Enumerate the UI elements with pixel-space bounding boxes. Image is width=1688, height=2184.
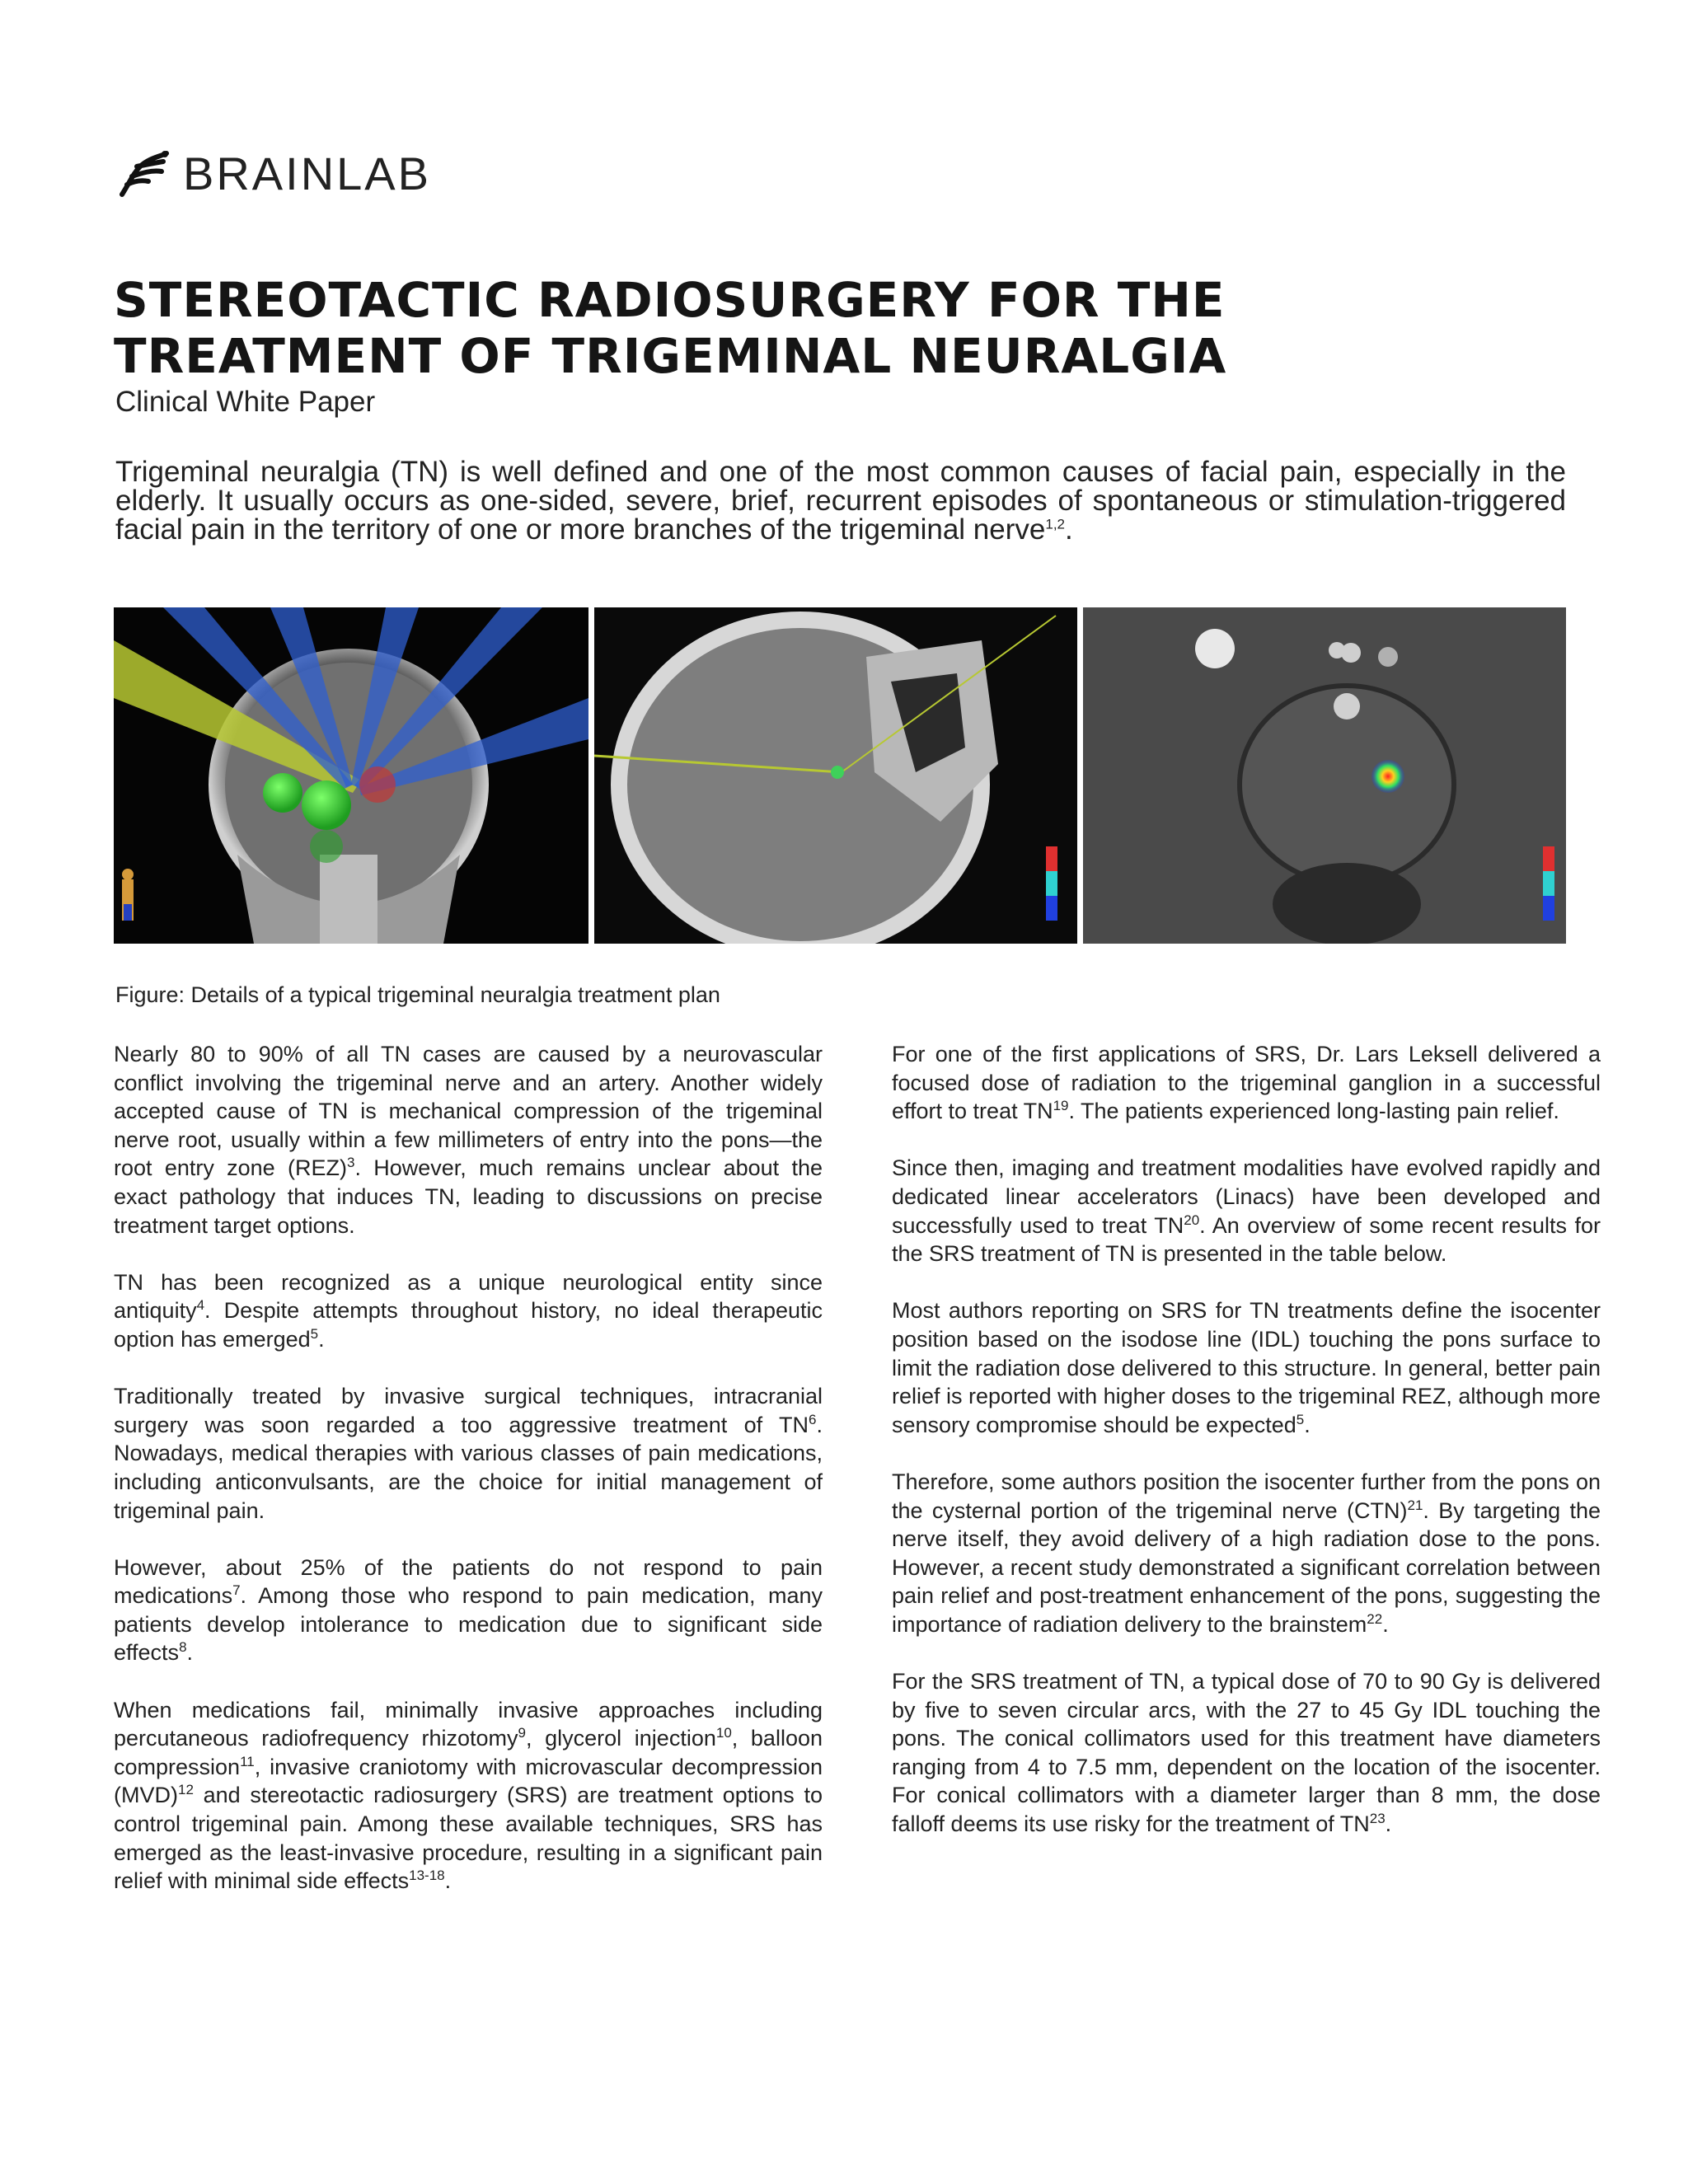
paragraph-text: . Among those who respond to pain medication, many patients develop intolerance to medication due to significant side effects	[114, 1583, 823, 1666]
paragraph-text: , invasive craniotomy with microvascular decompression (MVD)	[114, 1754, 823, 1808]
paragraph-text: .	[444, 1868, 452, 1894]
paragraph-text: .	[318, 1326, 325, 1352]
paragraph-text: and stereotactic radiosurgery (SRS) are treatment options to control trigeminal pain. Among these available techniques, SRS has emerged as the least-invasive procedure, resulting in a significant pain relief with minimal side effects	[114, 1783, 823, 1894]
body-paragraph	[114, 1554, 823, 1667]
treatment-plan-figure	[114, 607, 1566, 944]
intro-paragraph: Trigeminal neuralgia (TN) is well defined and one of the most common causes of facial pain, especially in the elderly. It usually occurs as one-sided, severe, brief, recurrent episodes of spontaneous or stimulation-triggered facial pain in the territory of one or more branches of the trigeminal nerve$^{1,2}$.	[115, 456, 1566, 546]
reference-superscript: 12	[177, 1782, 194, 1798]
paragraph-text: . The patients experienced long-lasting pain relief.	[1068, 1099, 1559, 1124]
reference-superscript: 10	[715, 1725, 732, 1741]
paragraph-text: .	[1304, 1412, 1311, 1437]
body-paragraph	[892, 1154, 1601, 1268]
paragraph-text: Therefore, some authors position the isocenter further from the pons on the cysternal portion of the trigeminal nerve (CTN)	[892, 1469, 1601, 1523]
paragraph-text: . Despite attempts throughout history, no ideal therapeutic option has emerged	[114, 1298, 823, 1352]
title-line-1: STEREOTACTIC RADIOSURGERY FOR THE	[114, 272, 1226, 328]
paragraph-text: Nearly 80 to 90% of all TN cases are caused by a neurovascular conflict involving the trigeminal nerve and an artery. Another widely accepted cause of TN is mechanical compression of the trigeminal nerve root, usually within a few millimeters of entry into the pons—the root entry zone (REZ)	[114, 1042, 823, 1181]
paragraph-text: For the SRS treatment of TN, a typical dose of 70 to 90 Gy is delivered by five to seven circular arcs, with the 27 to 45 Gy IDL touching the pons. The conical collimators used for this treatment have diameters ranging from 4 to 7.5 mm, dependent on the location of the isocenter. For conical collimators with a diameter larger than 8 mm, the dose falloff deems its use risky for the treatment of TN	[892, 1669, 1601, 1837]
reference-superscript: 5	[310, 1325, 319, 1342]
title-line-2: TREATMENT OF TRIGEMINAL NEURALGIA	[114, 328, 1227, 384]
body-paragraph	[114, 1382, 823, 1525]
page-subtitle: Clinical White Paper	[115, 386, 376, 418]
paragraph-text: . An overview of some recent results for the SRS treatment of TN is presented in the table below.	[892, 1212, 1601, 1267]
reference-superscript: 5	[1296, 1411, 1305, 1427]
figure-panel-mr-dose	[1083, 607, 1566, 944]
paragraph-text: Traditionally treated by invasive surgical techniques, intracranial surgery was soon regarded a too aggressive treatment of TN	[114, 1384, 823, 1437]
reference-superscript: 19	[1053, 1098, 1069, 1114]
brainlab-mark-icon	[115, 148, 171, 198]
paragraph-text: . By targeting the nerve itself, they avoid delivery of a high radiation dose to the pons. However, a recent study demonstrated a significant correlation between pain relief and post-treatment enhancement of the pons, suggesting the importance of radiation delivery to the brainstem	[892, 1497, 1601, 1637]
reference-superscript: 22	[1367, 1610, 1383, 1627]
right-column	[892, 1040, 1601, 1867]
figure-panel-axial-ct	[594, 607, 1077, 944]
paragraph-text: TN has been recognized as a unique neurological entity since antiquity	[114, 1269, 823, 1324]
figure-caption: Figure: Details of a typical trigeminal neuralgia treatment plan	[115, 982, 720, 1007]
brainlab-logo-text: BRAINLAB	[183, 147, 431, 199]
reference-superscript: 6	[809, 1411, 817, 1427]
page-title	[114, 272, 1597, 384]
reference-superscript: 20	[1184, 1212, 1200, 1228]
body-paragraph	[114, 1696, 823, 1896]
brainlab-logo	[115, 148, 431, 198]
figure-panel-coronal	[114, 607, 588, 944]
paragraph-text: , balloon compression	[114, 1726, 823, 1779]
reference-superscript: 4	[196, 1297, 205, 1314]
body-paragraph	[114, 1268, 823, 1354]
reference-superscript: 7	[232, 1582, 241, 1599]
paragraph-text: , glycerol injection	[526, 1726, 716, 1751]
reference-superscript: 3	[346, 1155, 355, 1171]
body-paragraph	[892, 1667, 1601, 1839]
left-column	[114, 1040, 823, 1924]
paragraph-text: .	[1385, 1811, 1392, 1837]
paragraph-text: For one of the first applications of SRS, Dr. Lars Leksell delivered a focused dose of radiation to the trigeminal ganglion in a successful effort to treat TN	[892, 1042, 1601, 1124]
intro-text: Trigeminal neuralgia (TN) is well defined and one of the most common causes of facial pain, especially in the elderly. It usually occurs as one-sided, severe, brief, recurrent episodes of spontaneous or stimulation-triggered facial pain in the territory of one or more branches of the trigeminal nerve	[115, 456, 1566, 546]
reference-superscript: 21	[1407, 1497, 1423, 1513]
paragraph-text: However, about 25% of the patients do not respond to pain medications	[114, 1554, 823, 1609]
reference-superscript: 8	[179, 1639, 187, 1656]
paragraph-text: .	[186, 1640, 194, 1666]
paragraph-text: Most authors reporting on SRS for TN treatments define the isocenter position based on the isodose line (IDL) touching the pons surface to limit the radiation dose delivered to this structure. In general, better pain relief is reported with higher doses to the trigeminal REZ, although more sensory compromise should be expected	[892, 1298, 1601, 1437]
paragraph-text: When medications fail, minimally invasive approaches including percutaneous radiofrequency rhizotomy	[114, 1697, 823, 1751]
paragraph-text: Since then, imaging and treatment modalities have evolved rapidly and dedicated linear accelerators (Linacs) have been developed and successfully used to treat TN	[892, 1155, 1601, 1238]
paragraph-text: . Nowadays, medical therapies with various classes of pain medications, including anticonvulsants, are the choice for initial management of trigeminal pain.	[114, 1412, 823, 1523]
reference-superscript: 9	[518, 1725, 526, 1741]
body-paragraph	[892, 1040, 1601, 1126]
intro-ref: 1,2	[1045, 516, 1065, 532]
reference-superscript: 23	[1369, 1811, 1386, 1827]
body-paragraph	[114, 1040, 823, 1240]
body-paragraph	[892, 1468, 1601, 1639]
reference-superscript: 11	[240, 1753, 255, 1769]
body-paragraph	[892, 1296, 1601, 1439]
reference-superscript: 13-18	[409, 1868, 445, 1884]
paragraph-text: . However, much remains unclear about the exact pathology that induces TN, leading to discussions on precise treatment target options.	[114, 1155, 823, 1238]
paragraph-text: .	[1382, 1611, 1389, 1637]
